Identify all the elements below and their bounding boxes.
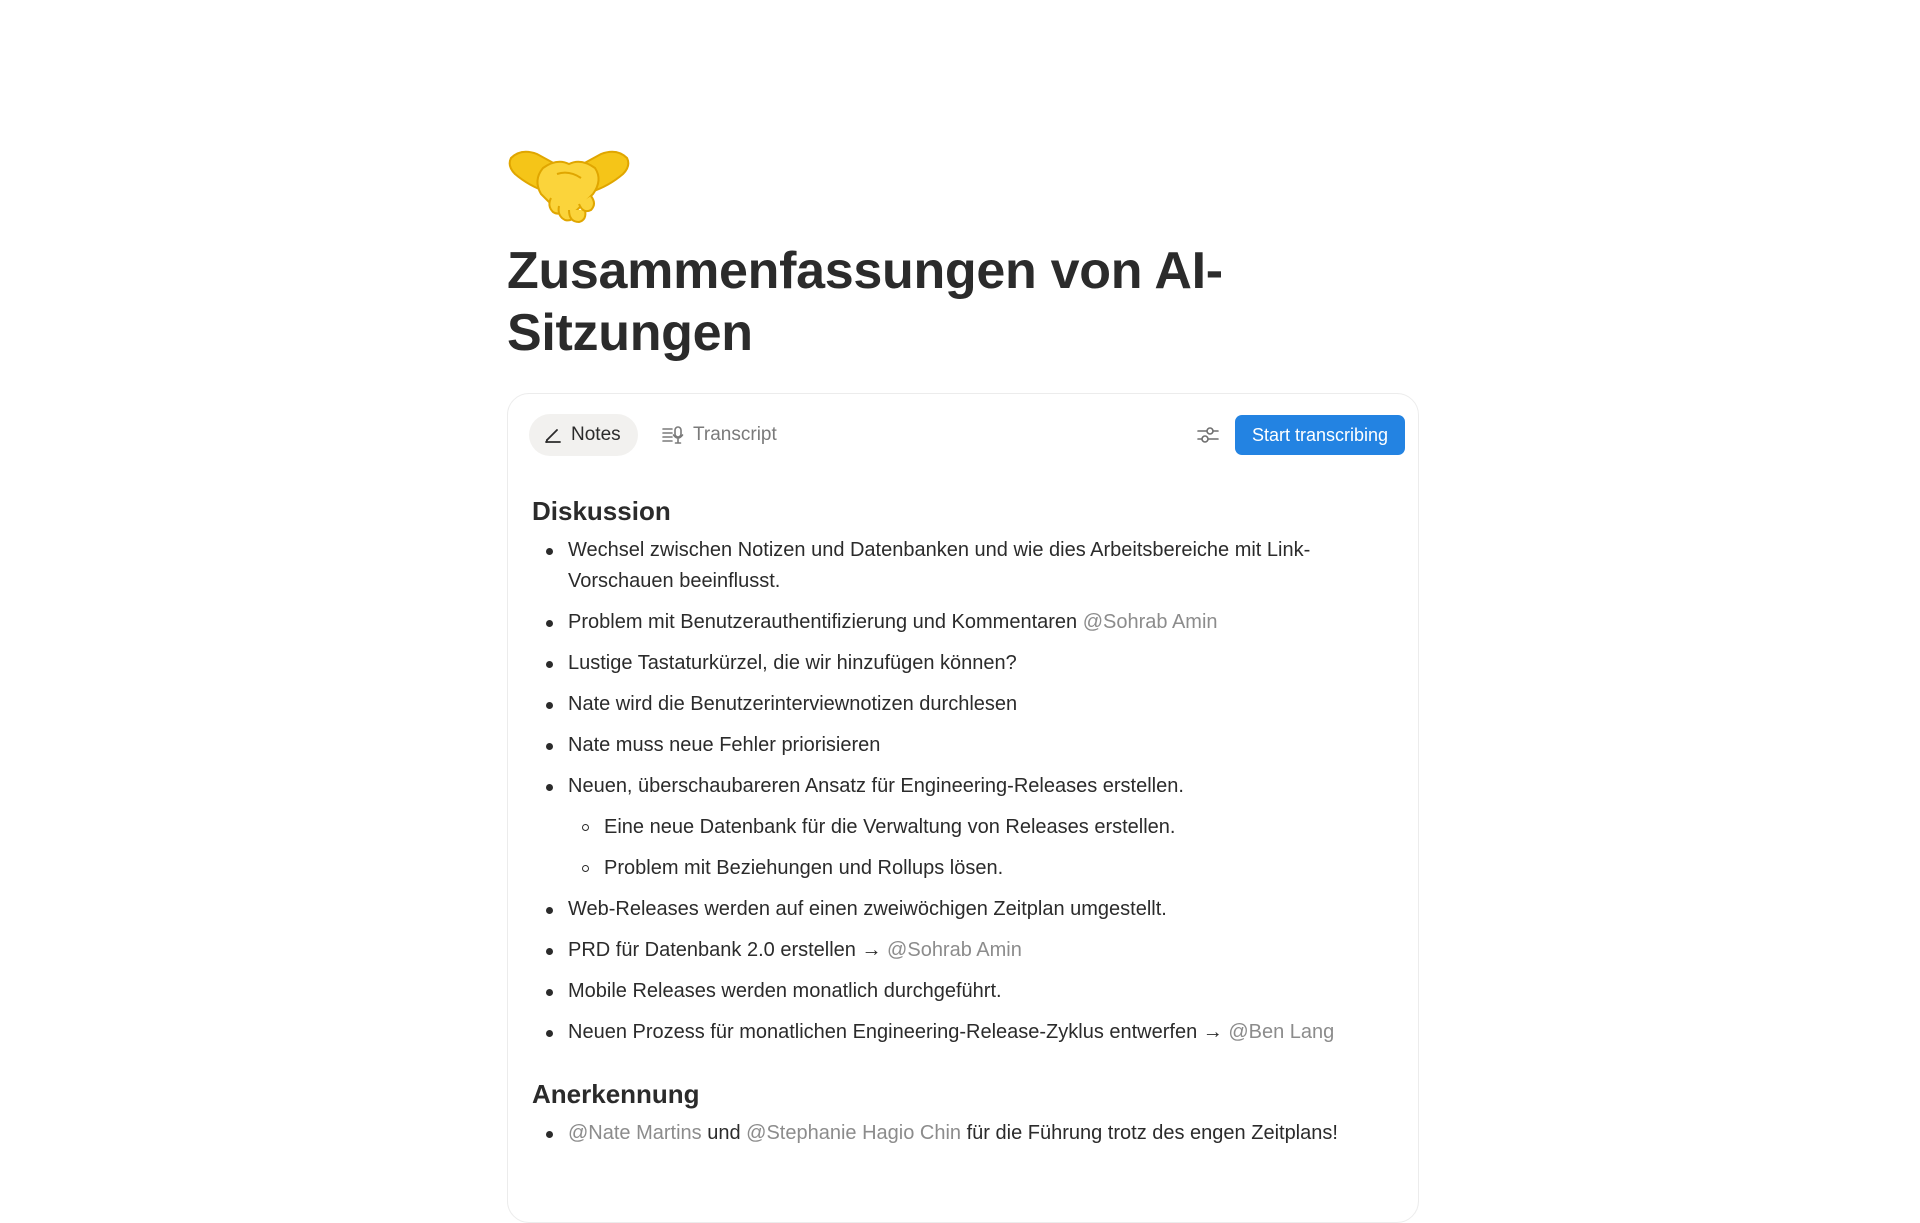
- list-item-nested[interactable]: Problem mit Beziehungen und Rollups lösen.: [532, 853, 1392, 884]
- mention-nate-martins[interactable]: @Nate Martins: [568, 1122, 702, 1144]
- tab-notes-label: Notes: [571, 424, 621, 445]
- list-item[interactable]: Lustige Tastaturkürzel, die wir hinzufügen können?: [532, 648, 1392, 679]
- mention-ben-lang[interactable]: @Ben Lang: [1228, 1021, 1335, 1043]
- list-item[interactable]: Web-Releases werden auf einen zweiwöchigen Zeitplan umgestellt.: [532, 894, 1392, 925]
- list-item[interactable]: PRD für Datenbank 2.0 erstellen → @Sohrab Amin: [532, 935, 1392, 966]
- page-title[interactable]: Zusammenfassungen von AI-Sitzungen: [507, 242, 1223, 362]
- discussion-list: [532, 535, 1392, 1048]
- transcript-icon: [661, 425, 685, 445]
- tab-notes[interactable]: [529, 414, 638, 456]
- section-heading-recognition[interactable]: Anerkennung: [532, 1079, 700, 1109]
- notes-toolbar: [529, 414, 1398, 456]
- mention-stephanie-hagio-chin[interactable]: @Stephanie Hagio Chin: [746, 1122, 962, 1144]
- list-item[interactable]: Problem mit Benutzerauthentifizierung und Kommentaren @Sohrab Amin: [532, 607, 1392, 638]
- list-item[interactable]: Nate wird die Benutzerinterviewnotizen durchlesen: [532, 689, 1392, 720]
- tab-transcript[interactable]: [647, 414, 787, 456]
- sliders-icon[interactable]: [1195, 422, 1221, 448]
- meeting-notes-block: [507, 393, 1419, 1223]
- list-item[interactable]: @Nate Martins und @Stephanie Hagio Chin für die Führung trotz des engen Zeitplans!: [532, 1118, 1392, 1149]
- recognition-list: [532, 1118, 1392, 1149]
- list-item[interactable]: Neuen Prozess für monatlichen Engineering-Release-Zyklus entwerfen → @Ben Lang: [532, 1017, 1392, 1048]
- start-transcribing-button[interactable]: Start transcribing: [1235, 415, 1405, 455]
- list-item[interactable]: Mobile Releases werden monatlich durchgeführt.: [532, 976, 1392, 1007]
- pencil-icon: [543, 425, 563, 445]
- mention-sohrab-amin[interactable]: @Sohrab Amin: [887, 939, 1022, 961]
- list-item[interactable]: Wechsel zwischen Notizen und Datenbanken und wie dies Arbeitsbereiche mit Link-Vorschauen beeinflusst.: [532, 535, 1392, 597]
- list-item[interactable]: Neuen, überschaubareren Ansatz für Engineering-Releases erstellen.: [532, 771, 1392, 802]
- handshake-icon[interactable]: [507, 140, 631, 230]
- tab-transcript-label: Transcript: [693, 424, 777, 445]
- notes-content[interactable]: [532, 491, 1392, 1149]
- list-item-nested[interactable]: Eine neue Datenbank für die Verwaltung von Releases erstellen.: [532, 812, 1392, 843]
- mention-sohrab-amin[interactable]: @Sohrab Amin: [1082, 611, 1218, 633]
- section-heading-discussion[interactable]: Diskussion: [532, 496, 671, 526]
- list-item[interactable]: Nate muss neue Fehler priorisieren: [532, 730, 1392, 761]
